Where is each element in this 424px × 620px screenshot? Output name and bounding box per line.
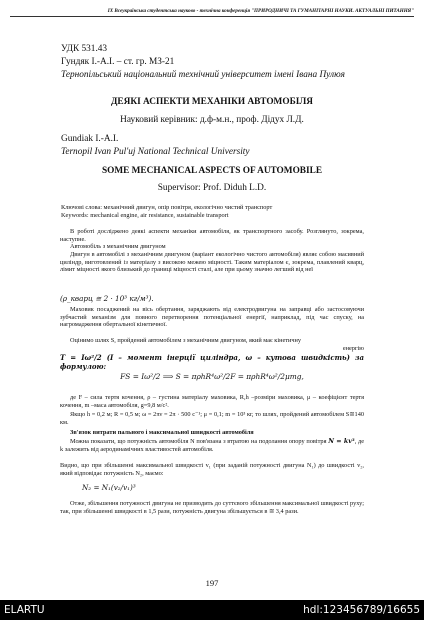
- keywords-ua: Ключові слова: механічний двигун, опір повітря, екологічно чистий транспорт: [61, 204, 273, 211]
- paragraph-numeric-example: Якщо h = 0,2 м; R = 0,5 м; ω = 2πν = 2π · 500 с⁻¹; μ = 0,1; m = 10³ кг, то шлях, пройдений автомобілем S≅140 км.: [60, 411, 364, 426]
- footer-left-label: ELARTU: [4, 604, 45, 616]
- paragraph-speed-increase: Видно, що при збільшенні максимальної швидкості v₁ (при заданій потужності двигуна N₁) до швидкості v₂, який відповідає потужність N₂, маємо:: [60, 462, 364, 477]
- footer-handle: hdl:123456789/16655: [303, 604, 420, 616]
- power-formula: N = kv³: [328, 438, 355, 445]
- power-text-a: Можна показати, що потужність автомобіля N пов'язана з втратою на подолання опору повітря: [70, 438, 327, 445]
- paragraph-variables: де F – сила тертя кочення, ρ – густина матеріалу маховика, R,h –розміри маховика, μ – коефіцієнт тертя кочення, m –маса автомобіля, g=9,8 м/с².: [60, 394, 364, 409]
- udc-code: УДК 531.43: [61, 44, 108, 54]
- title-en: SOME MECHANICAL ASPECTS OF AUTOMOBILE: [101, 166, 323, 176]
- affiliation-en: Ternopil Ivan Pul'uj National Technical University: [61, 147, 250, 157]
- author-en: Gundiak I.-A.I.: [61, 134, 119, 144]
- repository-footer: [0, 600, 424, 620]
- kinetic-energy-formula: T = Iω²/2 (I – момент інерції циліндра, ω – кутова швидкість) за формулою:: [60, 353, 364, 371]
- paragraph-power-resistance: [60, 438, 364, 453]
- keywords-en: Keywords: mechanical engine, air resistance, sustainable transport: [61, 212, 229, 219]
- supervisor-ua: Науковий керівник: д.ф-м.н., проф. Дідух Л.Д.: [120, 115, 304, 125]
- power-text-b: , де k залежить від аеродинамічних властивостей автомобіля.: [60, 438, 364, 453]
- path-formula: FS = Iω²/2 ⟹ S = πρhR⁴ω²/2F = πρhR⁴ω²/2μmg,: [120, 372, 304, 381]
- paragraph-flywheel: Двигун в автомобілі з механічним двигуном (варіант екологічно чистого автомобіля) являє собою масивний циліндр, виготовлений із матеріалу з високою межею міцності. Таким матеріалом є, зокрема, плавлений кварц, лімит міцності якого близький до границі міцності сталі, але при цьому значно легший від неї: [60, 251, 364, 274]
- page-number: 197: [205, 578, 219, 588]
- paragraph-flywheel-charging: Маховик посаджений на вісь обертання, заряджають від електродвигуна на заправці або застосовуючи зубчастий механізм для повного перетворення потенціальної енергії, наприклад, під час спуску, на нагромадження обертальної кінетичної.: [60, 306, 364, 329]
- section-heading-mechanical-engine: Автомобіль з механічним двигуном: [70, 243, 166, 250]
- author-ua: Гундяк І.-А.І. – ст. гр. МЗ-21: [61, 57, 175, 67]
- paragraph-intro: В роботі досліджено деякі аспекти механіки автомобіля, як транспортного засобу. Розглянуто, зокрема, наступне.: [60, 228, 364, 243]
- power-ratio-formula: N₂ = N₁(v₂/v₁)³: [82, 483, 136, 492]
- paragraph-conclusion: Отже, збільшення потужності двигуна не призводить до суттєвого збільшення максимальної швидкості руху; так, при збільшенні швидкості в 1,5 рази, потужність двигуна збільшується в ≅ 3,4 рази.: [60, 500, 364, 515]
- section-heading-fuel-speed: Зв'язок витрати пального і максимальної швидкості автомобіля: [70, 429, 254, 436]
- paragraph-path-estimate: Оцінимо шлях S, пройдений автомобілем з механічним двигуном, який має кінетичну: [70, 337, 302, 344]
- conference-header: ІХ Всеукраїнська студентська науково - технічна конференція "ПРИРОДНИЧІ ТА ГУМАНІТАРНІ НАУКИ. АКТУАЛЬНІ ПИТАННЯ": [10, 8, 414, 17]
- energy-word: енергію: [342, 345, 364, 352]
- title-ua: ДЕЯКІ АСПЕКТИ МЕХАНІКИ АВТОМОБІЛЯ: [111, 97, 313, 107]
- supervisor-en: Supervisor: Prof. Diduh L.D.: [157, 183, 267, 193]
- density-formula: (ρ_кварц ≅ 2 · 10³ кг/м³).: [60, 294, 154, 303]
- affiliation-ua: Тернопільський національний технічний університет імені Івана Пулюя: [61, 70, 345, 80]
